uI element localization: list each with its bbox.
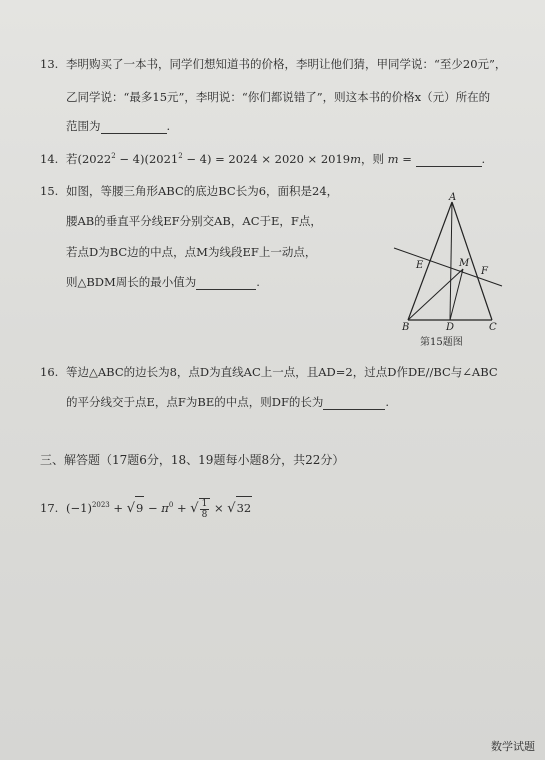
q14-b: − 4)(2021 — [115, 152, 179, 166]
q14-ruo: 若 — [66, 152, 78, 166]
label-a: A — [449, 192, 457, 203]
q17-plus2: + — [173, 501, 191, 515]
label-d: D — [446, 322, 455, 332]
q17-radical2: √ — [190, 501, 199, 516]
q15-line1 — [40, 183, 338, 199]
label-m: M — [459, 258, 470, 269]
q13-text-3: 范围为 — [66, 119, 101, 133]
q15-text-1: 如图，等腰三角形ABC的底边BC长为6，面积是24， — [66, 184, 339, 198]
q15-period: . — [256, 275, 260, 289]
side-ac — [452, 202, 492, 320]
q13-text-2: 乙同学说：“最多15元”，李明说：“你们都说错了”，则这本书的价格x（元）所在的 — [66, 90, 491, 104]
q13-text-1: 李明购买了一本书，同学们想知道书的价格，李明让他们猜，甲同学说：“至少20元”， — [66, 57, 507, 71]
q15-line3 — [66, 244, 316, 260]
q13-period: . — [166, 119, 171, 133]
q17-frac-den: 8 — [201, 510, 208, 520]
q14-c: − 4) = 2024 × 2020 × 2019 — [182, 152, 351, 166]
q15-figure-caption: 第15题图 — [420, 337, 463, 348]
section-3-heading — [40, 452, 344, 468]
q14-d: ，则 — [361, 152, 388, 166]
q16-line1 — [40, 364, 498, 380]
q14-eq: = — [398, 152, 416, 166]
q17-frac-num: 1 — [201, 499, 208, 509]
q16-text-2: 的平分线交于点E，点F为BE的中点，则DF的长为 — [66, 395, 324, 409]
segment-bm — [408, 269, 463, 320]
q17-pi: π — [161, 501, 169, 515]
q16-text-1: 等边△ABC的边长为8，点D为直线AC上一点，且AD=2，过点D作DE//BC与∠ABC — [66, 365, 498, 379]
label-c: C — [489, 322, 497, 332]
q16-number: 16. — [40, 365, 59, 379]
q14-line — [40, 151, 485, 167]
q17-pi-exp: 0 — [168, 501, 174, 510]
q15-number: 15. — [40, 184, 59, 198]
q13-answer-blank — [101, 122, 167, 134]
q14-sup2: 2 — [178, 152, 183, 161]
segment-ad — [450, 202, 452, 320]
q15-text-3: 若点D为BC边的中点，点M为线段EF上一动点， — [66, 245, 317, 259]
q14-m: m — [350, 152, 362, 166]
q15-answer-blank — [196, 278, 256, 290]
q14-period: . — [481, 152, 486, 166]
q16-line2 — [66, 394, 389, 410]
q14-number: 14. — [40, 152, 59, 166]
q13-line2 — [66, 89, 490, 105]
q13-line3 — [66, 118, 170, 134]
q17-radical1: √ — [126, 501, 136, 516]
label-e: E — [416, 260, 424, 271]
q17-sqrt9: 9 — [135, 496, 144, 519]
q17-number: 17. — [40, 501, 59, 515]
q17-times: × — [210, 501, 228, 515]
section-3-title: 三、解答题（17题6分，18、19题每小题8分，共22分） — [40, 453, 345, 467]
label-f: F — [481, 266, 488, 277]
q14-m2: m — [387, 152, 399, 166]
q15-line2 — [66, 213, 322, 229]
q17-line — [40, 496, 252, 520]
q14-a: (2022 — [77, 152, 112, 166]
q13-line1 — [40, 56, 506, 72]
q17-plus1: + — [109, 501, 127, 515]
segment-dm — [450, 269, 463, 320]
q13-number: 13. — [40, 57, 59, 71]
q15-text-2: 腰AB的垂直平分线EF分别交AB，AC于E，F点， — [66, 214, 322, 228]
q14-sup1: 2 — [111, 152, 116, 161]
q16-answer-blank — [323, 398, 385, 410]
q17-radical3: √ — [227, 501, 236, 516]
q17-minus: − — [144, 501, 162, 515]
q17-frac — [199, 498, 211, 520]
page-footer: 数学试题 — [491, 740, 535, 753]
q17-exp: 2023 — [91, 501, 110, 510]
triangle-diagram — [392, 192, 510, 332]
q15-figure — [392, 192, 510, 352]
q15-line4 — [66, 274, 260, 290]
q17-sqrt32: 32 — [236, 496, 253, 519]
q15-text-4: 则△BDM周长的最小值为 — [66, 275, 197, 289]
label-b: B — [402, 322, 410, 332]
q17-base: (−1) — [66, 501, 92, 515]
q16-period: . — [385, 395, 390, 409]
q14-answer-blank — [416, 155, 482, 167]
